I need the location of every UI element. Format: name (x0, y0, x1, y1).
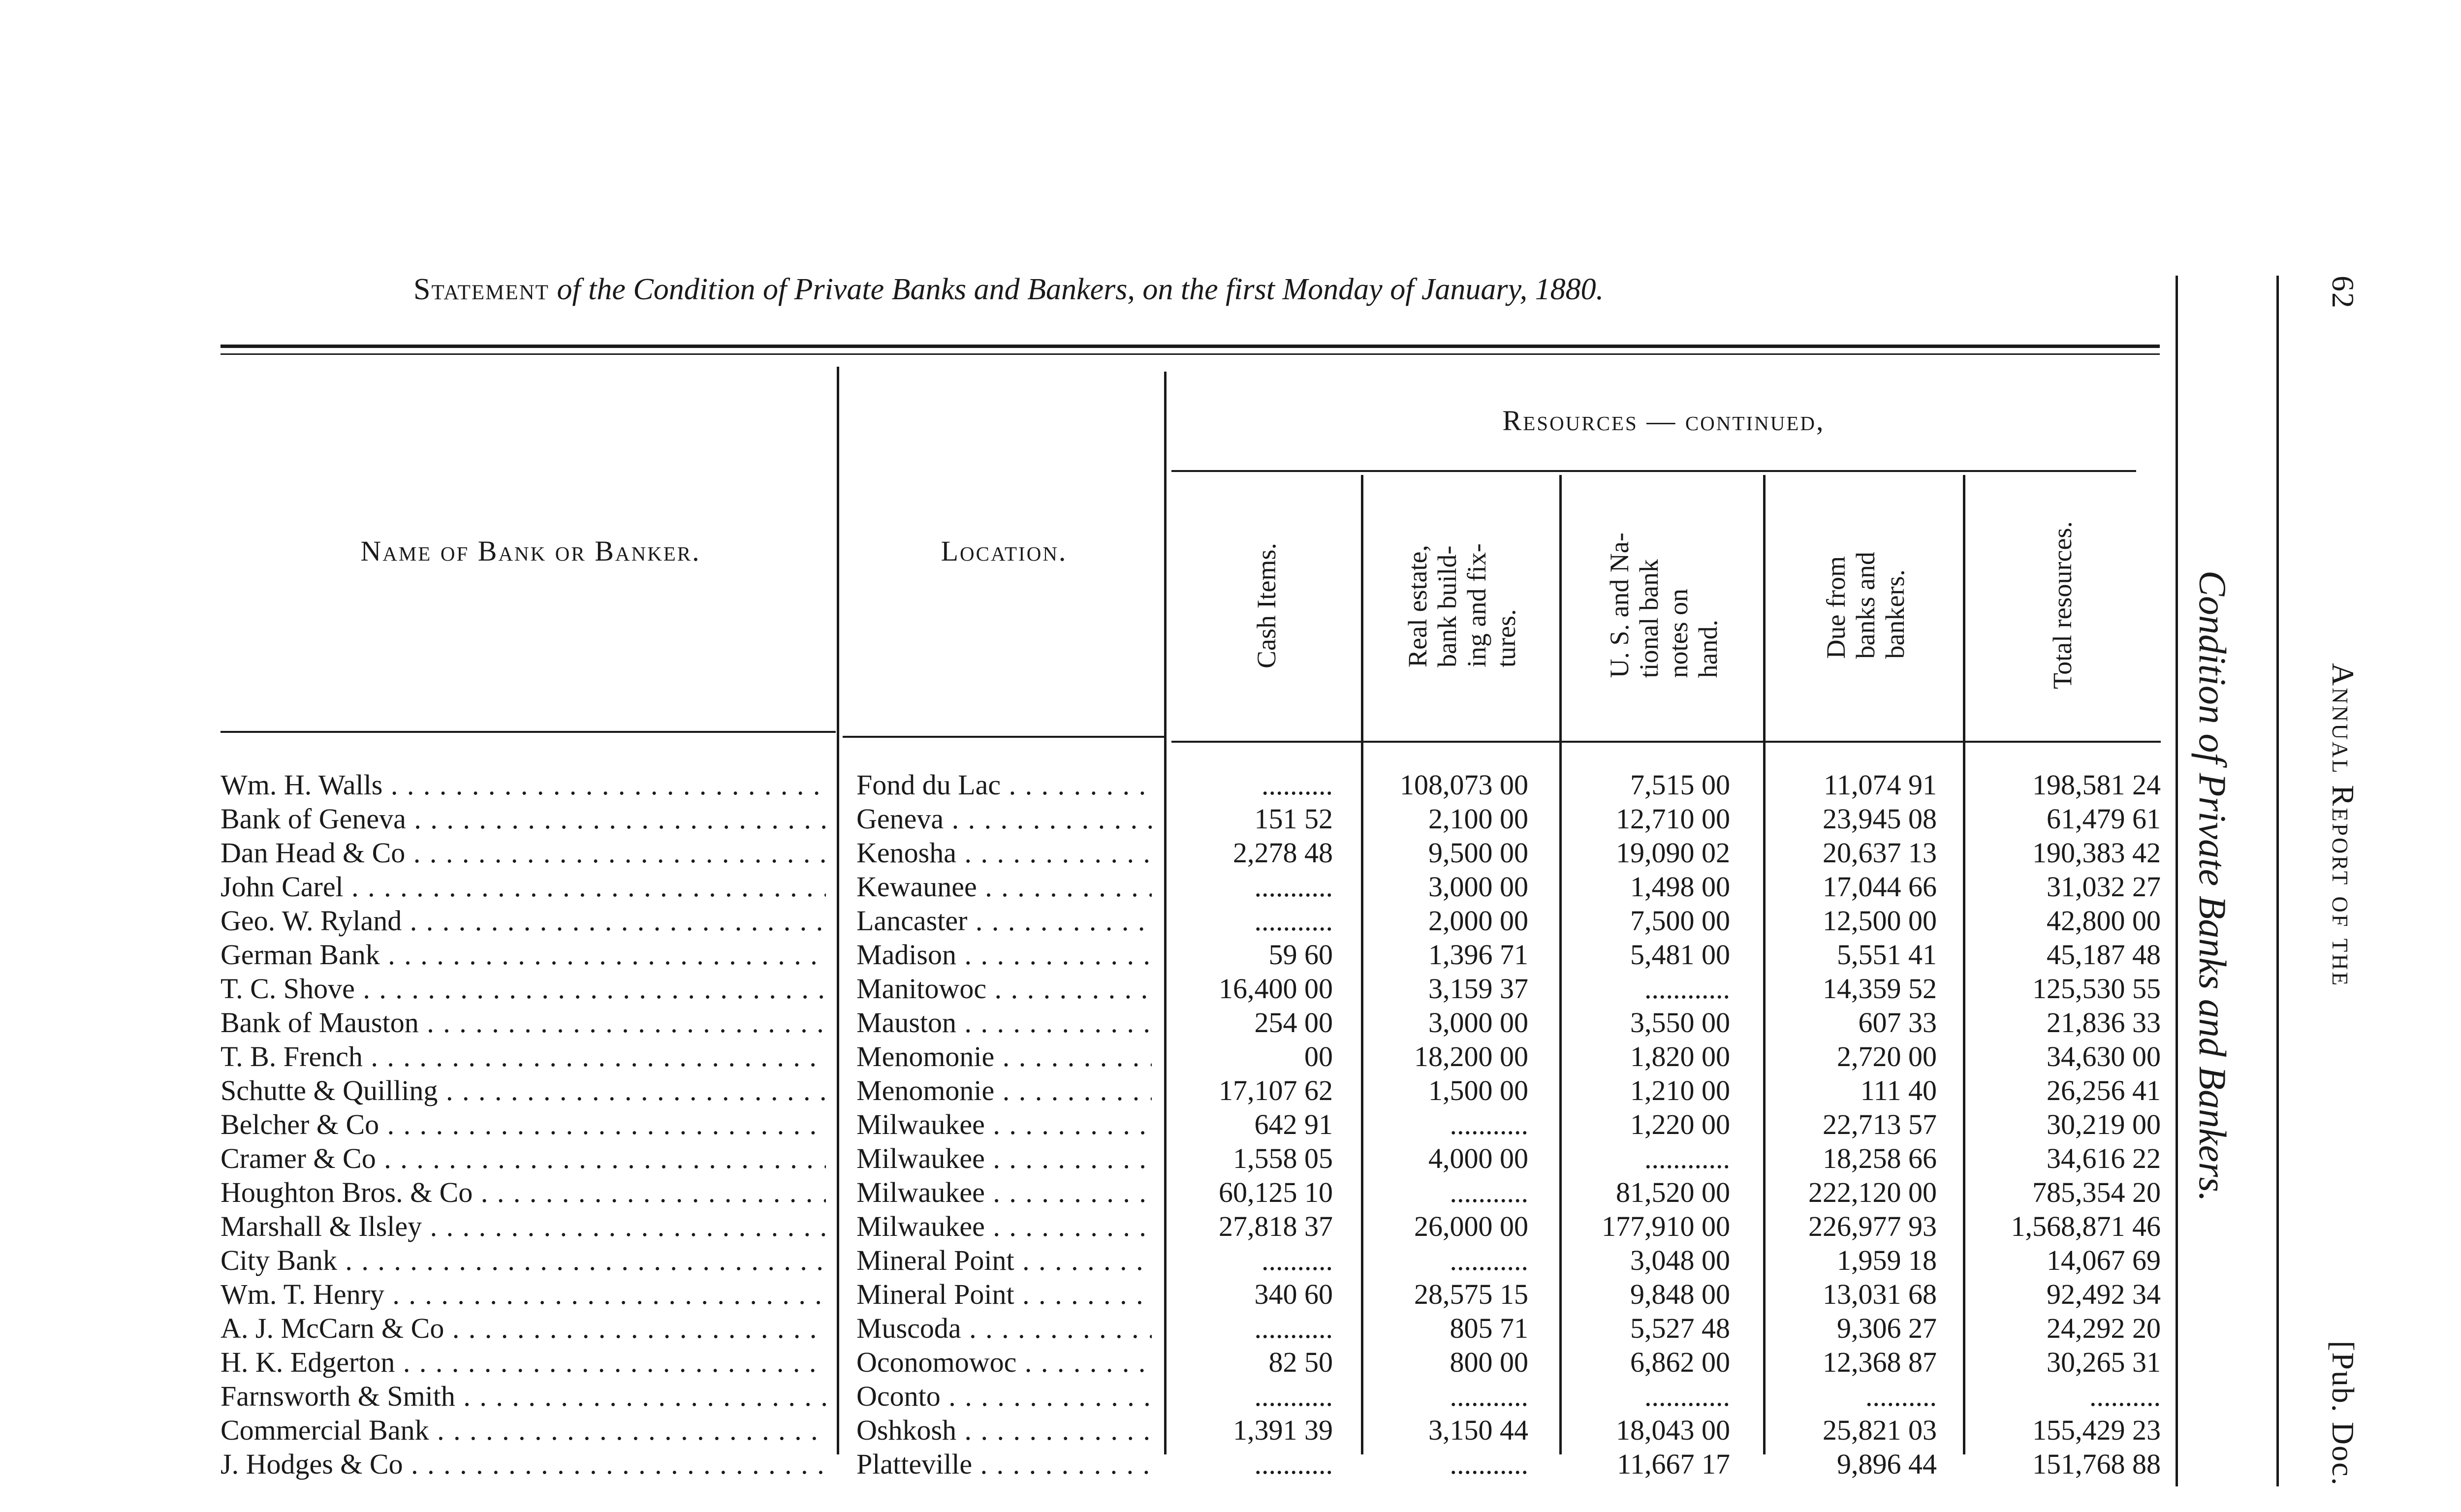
bank-name: T. C. Shove . . . (221, 972, 826, 1006)
bank-name: Bank of Mauston . . . (221, 1006, 826, 1040)
bank-name: Cramer & Co . . . (221, 1141, 826, 1175)
total-resources-value: 45,187 48 (2047, 939, 2161, 971)
cash-items-value: 60,125 10 (1219, 1176, 1333, 1208)
us-notes-value: 12,710 00 (1616, 803, 1730, 835)
due-from-banks-value: 23,945 08 (1823, 803, 1937, 835)
total-resources-value: 31,032 27 (2047, 871, 2161, 903)
bank-location: Geneva . . . (856, 802, 1152, 836)
us-notes-value: 81,520 00 (1616, 1176, 1730, 1208)
header-us-notes (1563, 472, 1765, 738)
us-notes-value: 5,481 00 (1630, 939, 1730, 971)
bank-name: H. K. Edgerton . . . (221, 1345, 826, 1379)
real-estate-value: 2,000 00 (1428, 905, 1528, 937)
header-real-estate (1363, 472, 1560, 738)
bank-location: Milwaukee . . . (856, 1107, 1152, 1141)
column-rule-resources (1164, 372, 1167, 1454)
due-from-banks-value: 1,959 18 (1837, 1244, 1937, 1276)
header-bottom-rule-res (1171, 741, 2161, 743)
due-from-banks-value: .......... (1865, 1380, 1937, 1412)
due-from-banks-value: 12,368 87 (1823, 1346, 1937, 1378)
cash-items-value: 16,400 00 (1219, 973, 1333, 1005)
bank-location: Platteville . . . (856, 1447, 1152, 1481)
due-from-banks-value: 12,500 00 (1823, 905, 1937, 937)
real-estate-value: ........... (1450, 1244, 1528, 1276)
header-bottom-rule-loc (843, 736, 1165, 738)
header-location: Location. (941, 535, 1068, 567)
due-from-banks-value: 222,120 00 (1808, 1176, 1937, 1208)
total-resources-value: 190,383 42 (2032, 837, 2161, 869)
header-total-text: Total resources. (2048, 521, 2077, 690)
due-from-banks-value: 2,720 00 (1837, 1040, 1937, 1072)
total-resources-value: 24,292 20 (2047, 1312, 2161, 1344)
total-resources-value: 30,265 31 (2047, 1346, 2161, 1378)
column-rule-us-notes (1559, 475, 1562, 1454)
us-notes-value: 1,220 00 (1630, 1108, 1730, 1140)
total-resources-value: 198,581 24 (2032, 769, 2161, 801)
total-resources-value: 92,492 34 (2047, 1278, 2161, 1310)
bank-name: John Carel . . . (221, 870, 826, 904)
real-estate-value: 28,575 15 (1414, 1278, 1528, 1310)
header-name: Name of Bank or Banker. (360, 535, 701, 567)
total-resources-value: .......... (2089, 1380, 2161, 1412)
due-from-banks-value: 111 40 (1860, 1074, 1937, 1106)
header-real-estate-text: Real estate, bank build- ing and fix- tures. (1403, 543, 1521, 667)
header-due-text: Due from banks and bankers. (1821, 552, 1910, 659)
cash-items-value: 254 00 (1254, 1007, 1333, 1039)
page-rule-outer (2276, 276, 2279, 1486)
cash-items-value: 82 50 (1268, 1346, 1333, 1378)
due-from-banks-value: 22,713 57 (1823, 1108, 1937, 1140)
total-resources-value: 785,354 20 (2032, 1176, 2161, 1208)
us-notes-value: ............ (1644, 1142, 1730, 1174)
total-resources-value: 34,630 00 (2047, 1040, 2161, 1072)
title-lead: Statement (413, 273, 549, 306)
bank-name: Wm. T. Henry . . . (221, 1277, 826, 1311)
bank-location: Manitowoc . . . (856, 972, 1152, 1006)
bank-location: Fond du Lac . . . (856, 768, 1152, 802)
running-head (2303, 276, 2382, 1486)
real-estate-value: ........... (1450, 1108, 1528, 1140)
bank-name: Belcher & Co . . . (221, 1107, 826, 1141)
bank-location: Milwaukee . . . (856, 1209, 1152, 1243)
total-resources-value: 26,256 41 (2047, 1074, 2161, 1106)
pub-doc: [Pub. Doc. (2326, 1341, 2361, 1486)
us-notes-value: 177,910 00 (1602, 1210, 1730, 1242)
due-from-banks-value: 18,258 66 (1823, 1142, 1937, 1174)
header-due (1767, 472, 1964, 738)
us-notes-value: 1,498 00 (1630, 871, 1730, 903)
real-estate-value: 800 00 (1450, 1346, 1528, 1378)
cash-items-value: ........... (1254, 871, 1333, 903)
cash-items-value: 340 60 (1254, 1278, 1333, 1310)
due-from-banks-value: 14,359 52 (1823, 973, 1937, 1005)
bank-location: Oshkosh . . . (856, 1413, 1152, 1447)
resources-group-rule (1171, 470, 2136, 472)
total-resources-value: 42,800 00 (2047, 905, 2161, 937)
cash-items-value: 00 (1304, 1040, 1333, 1072)
us-notes-value: 3,550 00 (1630, 1007, 1730, 1039)
header-bottom-rule-name (221, 731, 836, 733)
bank-location: Oconomowoc . . . (856, 1345, 1152, 1379)
bank-location: Mineral Point . . . (856, 1277, 1152, 1311)
real-estate-value: 805 71 (1450, 1312, 1528, 1344)
us-notes-value: 1,210 00 (1630, 1074, 1730, 1106)
due-from-banks-value: 13,031 68 (1823, 1278, 1937, 1310)
column-rule-location (837, 367, 839, 1454)
real-estate-value: 18,200 00 (1414, 1040, 1528, 1072)
bank-location: Madison . . . (856, 938, 1152, 972)
us-notes-value: 7,515 00 (1630, 769, 1730, 801)
bank-location: Milwaukee . . . (856, 1175, 1152, 1209)
bank-location: Kewaunee . . . (856, 870, 1152, 904)
bank-name: City Bank . . . (221, 1243, 826, 1277)
bank-name: Dan Head & Co . . . (221, 836, 826, 870)
cash-items-value: .......... (1262, 769, 1333, 801)
cash-items-value: ........... (1254, 1448, 1333, 1480)
us-notes-value: 6,862 00 (1630, 1346, 1730, 1378)
real-estate-value: 3,150 44 (1428, 1414, 1528, 1446)
real-estate-value: 3,000 00 (1428, 1007, 1528, 1039)
cash-items-value: ........... (1254, 905, 1333, 937)
bank-location: Mauston . . . (856, 1006, 1152, 1040)
column-rule-real-estate (1361, 475, 1363, 1454)
header-total (1966, 472, 2158, 738)
bank-name: A. J. McCarn & Co . . . (221, 1311, 826, 1345)
due-from-banks-value: 20,637 13 (1823, 837, 1937, 869)
total-resources-value: 30,219 00 (2047, 1108, 2161, 1140)
real-estate-value: 2,100 00 (1428, 803, 1528, 835)
cash-items-value: ........... (1254, 1312, 1333, 1344)
due-from-banks-value: 25,821 03 (1823, 1414, 1937, 1446)
cash-items-value: 1,558 05 (1233, 1142, 1333, 1174)
bank-name: T. B. French . . . (221, 1040, 826, 1073)
bank-name: Houghton Bros. & Co . . . (221, 1175, 826, 1209)
us-notes-value: 11,667 17 (1617, 1448, 1730, 1480)
due-from-banks-value: 9,306 27 (1837, 1312, 1937, 1344)
us-notes-value: 5,527 48 (1630, 1312, 1730, 1344)
us-notes-value: 1,820 00 (1630, 1040, 1730, 1072)
report-title: Annual Report of the (2326, 662, 2361, 987)
side-title-text: Condition of Private Banks and Bankers. (2191, 570, 2234, 1202)
column-rule-due (1763, 475, 1766, 1454)
due-from-banks-value: 17,044 66 (1823, 871, 1937, 903)
total-resources-value: 1,568,871 46 (2011, 1210, 2161, 1242)
page-number: 62 (2326, 276, 2361, 309)
top-rule-thin (221, 353, 2160, 355)
total-resources-value: 34,616 22 (2047, 1142, 2161, 1174)
cash-items-value: 1,391 39 (1233, 1414, 1333, 1446)
bank-name: Commercial Bank . . . (221, 1413, 826, 1447)
bank-location: Menomonie . . . (856, 1073, 1152, 1107)
due-from-banks-value: 11,074 91 (1824, 769, 1937, 801)
cash-items-value: .......... (1262, 1244, 1333, 1276)
statement-title (413, 270, 2087, 309)
side-title (2176, 443, 2249, 1329)
bank-name: Farnsworth & Smith . . . (221, 1379, 826, 1413)
us-notes-value: 19,090 02 (1616, 837, 1730, 869)
top-rule (221, 345, 2160, 348)
header-cash-items-text: Cash Items. (1251, 542, 1281, 668)
us-notes-value: ............ (1644, 1380, 1730, 1412)
due-from-banks-value: 607 33 (1858, 1007, 1937, 1039)
bank-name: Schutte & Quilling . . . (221, 1073, 826, 1107)
us-notes-value: 18,043 00 (1616, 1414, 1730, 1446)
real-estate-value: ........... (1450, 1176, 1528, 1208)
real-estate-value: 26,000 00 (1414, 1210, 1528, 1242)
us-notes-value: 9,848 00 (1630, 1278, 1730, 1310)
total-resources-value: 61,479 61 (2047, 803, 2161, 835)
real-estate-value: 3,159 37 (1428, 973, 1528, 1005)
cash-items-value: 151 52 (1254, 803, 1333, 835)
bank-location: Kenosha . . . (856, 836, 1152, 870)
total-resources-value: 151,768 88 (2032, 1448, 2161, 1480)
bank-name: J. Hodges & Co . . . (221, 1447, 826, 1481)
bank-location: Milwaukee . . . (856, 1141, 1152, 1175)
real-estate-value: 1,396 71 (1428, 939, 1528, 971)
bank-location: Menomonie . . . (856, 1040, 1152, 1073)
total-resources-value: 14,067 69 (2047, 1244, 2161, 1276)
real-estate-value: 9,500 00 (1428, 837, 1528, 869)
bank-name: German Bank . . . (221, 938, 826, 972)
bank-name: Geo. W. Ryland . . . (221, 904, 826, 938)
real-estate-value: ........... (1450, 1380, 1528, 1412)
bank-name: Wm. H. Walls . . . (221, 768, 826, 802)
cash-items-value: 27,818 37 (1219, 1210, 1333, 1242)
cash-items-value: 17,107 62 (1219, 1074, 1333, 1106)
real-estate-value: 1,500 00 (1428, 1074, 1528, 1106)
title-rest: of the Condition of Private Banks and Bankers, on the first Monday of January, 1880. (557, 273, 1604, 306)
cash-items-value: 642 91 (1254, 1108, 1333, 1140)
real-estate-value: ........... (1450, 1448, 1528, 1480)
bank-name: Bank of Geneva . . . (221, 802, 826, 836)
us-notes-value: 3,048 00 (1630, 1244, 1730, 1276)
header-cash-items (1171, 472, 1361, 738)
total-resources-value: 155,429 23 (2032, 1414, 2161, 1446)
bank-location: Lancaster . . . (856, 904, 1152, 938)
due-from-banks-value: 226,977 93 (1808, 1210, 1937, 1242)
bank-location: Muscoda . . . (856, 1311, 1152, 1345)
bank-name: Marshall & Ilsley . . . (221, 1209, 826, 1243)
cash-items-value: ........... (1254, 1380, 1333, 1412)
cash-items-value: 2,278 48 (1233, 837, 1333, 869)
cash-items-value: 59 60 (1268, 939, 1333, 971)
real-estate-value: 4,000 00 (1428, 1142, 1528, 1174)
bank-location: Oconto . . . (856, 1379, 1152, 1413)
header-resources-group: Resources — continued, (1502, 405, 1825, 437)
due-from-banks-value: 5,551 41 (1837, 939, 1937, 971)
bank-location: Mineral Point . . . (856, 1243, 1152, 1277)
real-estate-value: 3,000 00 (1428, 871, 1528, 903)
due-from-banks-value: 9,896 44 (1837, 1448, 1937, 1480)
us-notes-value: 7,500 00 (1630, 905, 1730, 937)
total-resources-value: 21,836 33 (2047, 1007, 2161, 1039)
us-notes-value: ............ (1644, 973, 1730, 1005)
real-estate-value: 108,073 00 (1400, 769, 1528, 801)
header-us-notes-text: U. S. and Na- tional bank notes on hand. (1605, 533, 1723, 678)
total-resources-value: 125,530 55 (2032, 973, 2161, 1005)
